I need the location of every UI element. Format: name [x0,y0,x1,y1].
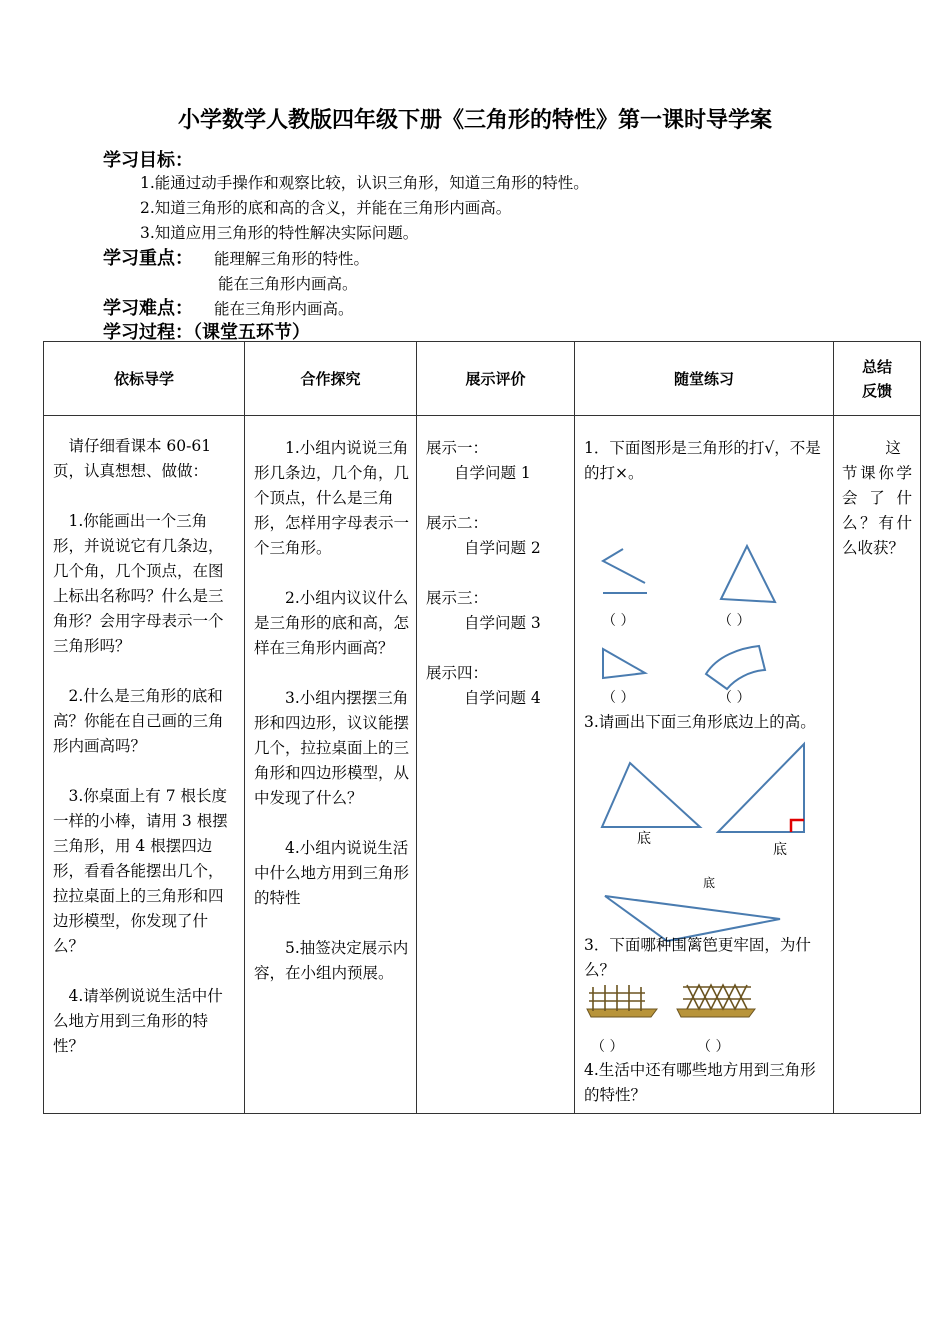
show-item-1: 自学问题 1 [454,464,531,482]
guide-item-2: 2.什么是三角形的底和高？你能在自己画的三角形内画高吗？ [53,687,224,755]
guide-column [44,416,244,1059]
explore-item-1: 1.小组内说说三角形几条边，几个角，几个顶点，什么是三角形，怎样用字母表示一个三角形。 [254,439,410,557]
show-block-2 [426,511,566,561]
practice-q3: 3．下面哪种围篱笆更牢固，为什么？ [584,936,811,979]
explore-item-3: 3.小组内摆摆三角形和四边形，议议能摆几个，拉拉桌面上的三角形和四边形模型，从中发现了什么？ [254,689,410,807]
show-column [417,416,574,711]
open-angle-shape [603,549,645,583]
show-label-1: 展示一： [426,439,489,457]
key-points-heading: 学习重点： [103,248,193,269]
show-item-4: 自学问题 4 [464,689,541,707]
process-heading: 学习过程：（课堂五环节） [103,322,310,343]
answer-paren-4: （ ） [718,690,751,706]
triangle-shape-1 [721,546,775,602]
show-block-1 [426,436,566,486]
objective-1: 1.能通过动手操作和观察比较，认识三角形，知道三角形的特性。 [140,174,589,192]
page-title: 小学数学人教版四年级下册《三角形的特性》第一课时导学案 [177,108,772,133]
base-label-3: 底 [703,876,716,890]
objectives-heading: 学习目标： [103,150,193,171]
practice-column [575,416,833,1104]
key-point-2: 能在三角形内画高。 [218,275,358,293]
right-angle-mark [791,820,804,832]
show-block-4 [426,661,566,711]
lesson-table [43,341,921,1114]
show-label-2: 展示二： [426,514,489,532]
header-guide: 依标导学 [44,342,245,416]
header-summary: 总结 反馈 [834,342,921,416]
triangle-fence-icon [677,985,755,1017]
triangle-shape-2 [603,649,645,678]
objective-2: 2.知道三角形的底和高的含义，并能在三角形内画高。 [140,199,512,217]
header-show: 展示评价 [417,342,575,416]
base-label-2: 底 [773,842,787,858]
difficulty-text: 能在三角形内画高。 [214,300,354,318]
difficulty-heading: 学习难点： [103,298,193,319]
show-item-3: 自学问题 3 [464,614,541,632]
square-fence-icon [587,985,657,1017]
show-block-3 [426,586,566,636]
height-triangle-1 [602,763,700,827]
base-label-1: 底 [637,831,651,847]
answer-paren-2: （ ） [718,613,751,629]
explore-column [245,416,416,986]
practice-q1: 1．下面图形是三角形的打√，不是的打×。 [584,439,821,482]
show-item-2: 自学问题 2 [464,539,541,557]
fence-answer-1: （ ） [591,1039,624,1055]
explore-item-5: 5.抽签决定展示内容，在小组内预展。 [254,939,409,982]
objective-3: 3.知道应用三角形的特性解决实际问题。 [140,224,419,242]
show-label-3: 展示三： [426,589,489,607]
guide-item-3: 3.你桌面上有 7 根长度一样的小棒，请用 3 根摆三角形，用 4 根摆四边形，看看各能摆出几个，拉拉桌面上的三角形和四边形模型，你发现了什么？ [53,787,228,955]
summary-text: 这节课你学会了什么？有什么收获？ [842,439,912,557]
fence-pictures [585,983,770,1025]
answer-paren-1: （ ） [602,613,635,629]
fence-answer-2: （ ） [697,1039,730,1055]
guide-item-4: 4.请举例说说生活中什么地方用到三角形的特性？ [53,987,223,1055]
guide-item-1: 1.你能画出一个三角形，并说说它有几条边，几个角，几个顶点，在图上标出名称吗？什么是三角形？会用字母表示一个三角形吗？ [53,512,224,655]
guide-intro: 请仔细看课本 60-61 页，认真想想、做做： [53,437,212,480]
answer-paren-3: （ ） [602,690,635,706]
key-point-1: 能理解三角形的特性。 [214,250,370,268]
practice-q2: 3.请画出下面三角形底边上的高。 [584,713,816,731]
explore-item-2: 2.小组内议议什么是三角形的底和高，怎样在三角形内画高？ [254,589,410,657]
header-explore: 合作探究 [245,342,417,416]
sector-shape [706,646,765,689]
header-practice: 随堂练习 [575,342,834,416]
explore-item-4: 4.小组内说说生活中什么地方用到三角形的特性 [254,839,410,907]
practice-q4: 4.生活中还有哪些地方用到三角形的特性？ [584,1061,816,1104]
show-label-4: 展示四： [426,664,489,682]
